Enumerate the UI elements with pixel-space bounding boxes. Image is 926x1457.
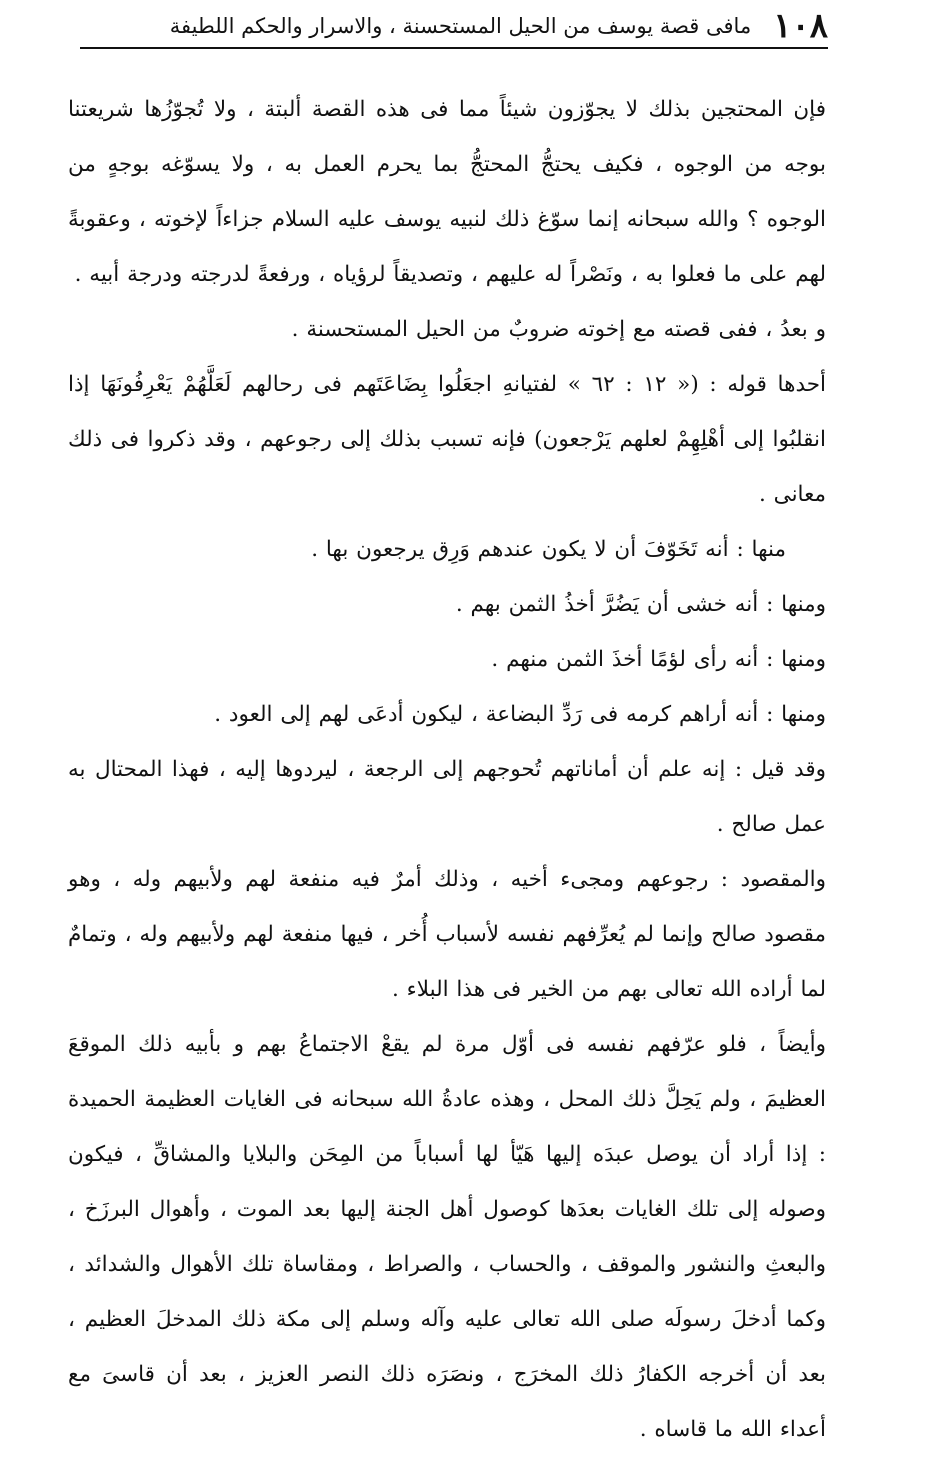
header-rule	[80, 47, 828, 49]
page-header	[80, 4, 828, 48]
paragraph: أحدها قوله : (« ١٢ : ٦٢ » لفتيانهِ اجعَلُوا بِضَاعَتَهم فى رحالهم لَعَلَّهُمْ يَعْرِفُونَهَا إذا انقلبُوا إلى أهْلِهِمْ لعلهم يَرْجعون) فإنه تسبب بذلك إلى رجوعهم ، وقد ذكروا فى ذلك معانى .	[68, 372, 826, 507]
list-item: ومنها : أنه خشى أن يَضُرَّ أخذُ الثمن بهم .	[455, 592, 826, 617]
paragraph: وأيضاً ، فلو عرّفهم نفسه فى أوّل مرة لم يقعْ الاجتماعُ بهم و بأبيه ذلك الموقعَ العظيمَ ، ولم يَحِلَّ ذلك المحل ، وهذه عادةُ الله سبحانه فى الغايات العظيمة الحميدة : إذا أراد أن يوصل عبدَه إليها هَيّأ لها أسباباً من المِحَن والبلايا والمشاقِّ ، فيكون وصوله إلى تلك الغايات بعدَها كوصول أهل الجنة إليها بعد الموت ، وأهوال البرزَخ ، والبعثِ والنشور والموقف ، والحساب ، والصراط ، ومقاساة تلك الأهوال والشدائد ، وكما أدخلَ رسولَه صلى الله تعالى عليه وآله وسلم إلى مكة ذلك المدخلَ العظيم ، بعد أن أخرجه الكفارُ ذلك المخرَج ، ونصَرَه ذلك النصر العزيز ، بعد أن قاسىَ مع أعداء الله ما قاساه .	[68, 1032, 826, 1442]
list-item: ومنها : أنه أراهم كرمه فى رَدِّ البضاعة ، ليكون أدعَى لهم إلى العود .	[214, 702, 826, 727]
paragraph: وقد قيل : إنه علم أن أماناتهم تُحوجهم إلى الرجعة ، ليردوها إليه ، فهذا المحتال به عمل صالح .	[68, 757, 826, 837]
body-text	[68, 82, 826, 1457]
paragraph: و بعدُ ، ففى قصته مع إخوته ضروبٌ من الحيل المستحسنة .	[291, 317, 826, 342]
paragraph: والمقصود : رجوعهم ومجىء أخيه ، وذلك أمرٌ فيه منفعة لهم ولأبيهم وله ، وهو مقصود صالح وإنما لم يُعرِّفهم نفسه لأسباب أُخر ، فيها منفعة لهم ولأبيهم وله ، وتمامٌ لما أراده الله تعالى بهم من الخير فى هذا البلاء .	[68, 867, 826, 1002]
paragraph: فإن المحتجين بذلك لا يجوّزون شيئاً مما فى هذه القصة ألبتة ، ولا تُجوّزُها شريعتنا بوجه من الوجوه ، فكيف يحتجُّ المحتجُّ بما يحرم العمل به ، ولا يسوّغه بوجهٍ من الوجوه ؟ والله سبحانه إنما سوّغ ذلك لنبيه يوسف عليه السلام جزاءاً لإخوته ، وعقوبةً لهم على ما فعلوا به ، ونَصْراً له عليهم ، وتصديقاً لرؤياه ، ورفعةً لدرجته ودرجة أبيه .	[68, 97, 826, 287]
list-item: ومنها : أنه رأى لؤمًا أخذَ الثمن منهم .	[491, 647, 826, 672]
list-item: منها : أنه تَخَوّفَ أن لا يكون عندهم وَرِق يرجعون بها .	[311, 537, 786, 562]
page-number: ١٠٨	[773, 6, 828, 46]
running-title: مافى قصة يوسف من الحيل المستحسنة ، والاسرار والحكم اللطيفة	[169, 14, 752, 38]
